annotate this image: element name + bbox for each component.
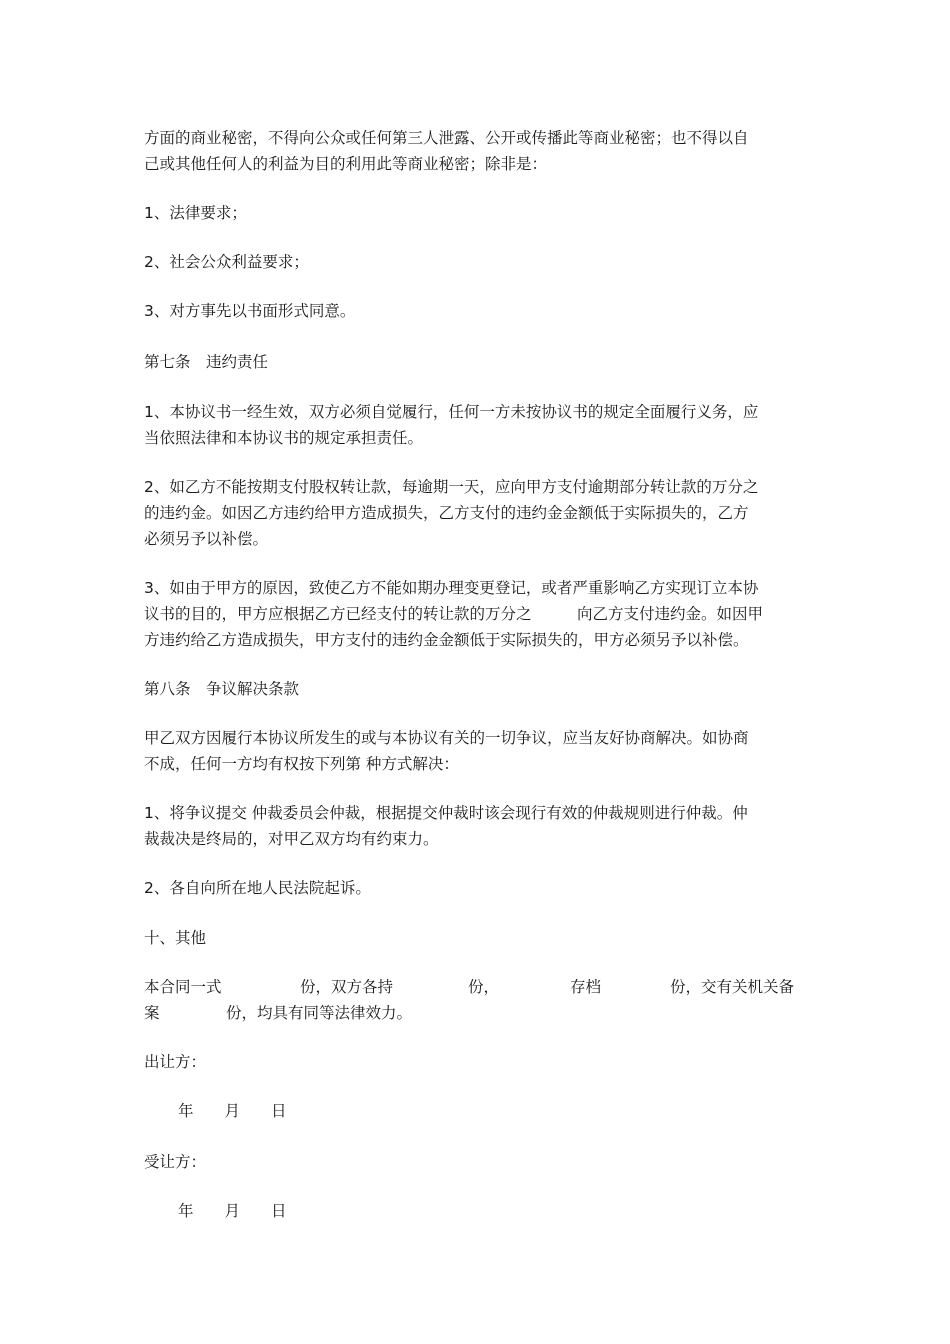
copies-archive-label: 存档: [570, 978, 602, 996]
article-7-p1-line-1: 1、本协议书一经生效，双方必须自觉履行，任何一方未按协议书的规定全面履行义务，应: [144, 403, 759, 421]
article-7-p1-line-2: 当依照法律和本协议书的规定承担责任。: [144, 429, 424, 447]
exception-item-2: 2、社会公众利益要求；: [144, 253, 309, 271]
article-8-p3: 2、各自向所在地人民法院起诉。: [144, 879, 371, 897]
article-7-p3-line-1: 3、如由于甲方的原因，致使乙方不能如期办理变更登记，或者严重影响乙方实现订立本协: [144, 579, 759, 597]
transferee-label: 受让方：: [144, 1153, 207, 1171]
copies-total-label: 本合同一式: [144, 978, 222, 996]
exception-item-1: 1、法律要求；: [144, 204, 247, 222]
article-8-p1-line-2: 不成，任何一方均有权按下列第 种方式解决：: [144, 755, 459, 773]
section-10-heading: 十、其他: [144, 929, 207, 947]
article-8-heading: 第八条 争议解决条款: [144, 680, 300, 698]
transferor-label: 出让方：: [144, 1053, 207, 1071]
article-8-p2-line-1: 1、将争议提交 仲裁委员会仲裁，根据提交仲裁时该会现行有效的仲裁规则进行仲裁。仲: [144, 804, 748, 822]
exception-item-3: 3、对方事先以书面形式同意。: [144, 302, 356, 320]
article-7-p2-line-1: 2、如乙方不能按期支付股权转让款，每逾期一天，应向甲方支付逾期部分转让款的万分之: [144, 478, 759, 496]
article-7-p2-line-3: 必须另予以补偿。: [144, 530, 269, 548]
article-8-p2-line-2: 裁裁决是终局的，对甲乙双方均有约束力。: [144, 830, 439, 848]
article-7-p2-line-2: 的违约金。如因乙方违约给甲方造成损失，乙方支付的违约金金额低于实际损失的，乙方: [144, 504, 749, 522]
article-7-p3-line-3: 方违约给乙方造成损失，甲方支付的违约金金额低于实际损失的，甲方必须另予以补偿。: [144, 631, 749, 649]
copies-filing-label: 份，交有关机关备: [670, 978, 795, 996]
confidentiality-line-2: 己或其他任何人的利益为目的利用此等商业秘密；除非是：: [144, 155, 548, 173]
copies-each-party-label: 份，双方各持: [300, 978, 394, 996]
article-7-heading: 第七条 违约责任: [144, 353, 269, 371]
article-7-p3-line-2a: 议书的目的，甲方应根据乙方已经支付的转让款的万分之: [144, 605, 532, 623]
transferee-date: 年 月 日: [178, 1202, 287, 1220]
copies-unit-label: 份，: [468, 978, 500, 996]
copies-validity-label: 份，均具有同等法律效力。: [226, 1004, 413, 1022]
article-7-p3-line-2b: 向乙方支付违约金。如因甲: [577, 605, 764, 623]
copies-filing-label-cont: 案: [144, 1004, 160, 1022]
transferor-date: 年 月 日: [178, 1102, 287, 1120]
confidentiality-line-1: 方面的商业秘密，不得向公众或任何第三人泄露、公开或传播此等商业秘密；也不得以自: [144, 129, 749, 147]
article-8-p1-line-1: 甲乙双方因履行本协议所发生的或与本协议有关的一切争议，应当友好协商解决。如协商: [144, 729, 749, 747]
